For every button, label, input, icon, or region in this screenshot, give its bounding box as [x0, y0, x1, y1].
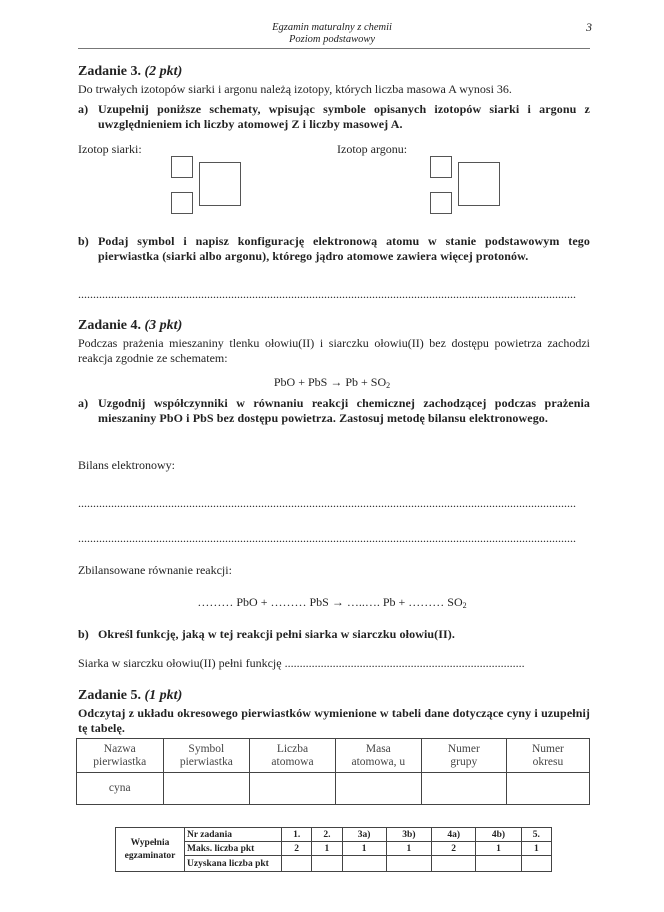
task5-title-main: Zadanie 5. — [78, 688, 142, 703]
task4-a-text: Uzgodnij współczynniki w równaniu reakcji chemicznej zachodzącej podczas prażenia mieszaniny PbO i PbS bez dostępu powietrza. Zastosuj metodę bilansu elektronowego. — [98, 396, 590, 425]
header-element-symbol: Symbol pierwiastka — [163, 739, 250, 773]
grading-max-4b: 1 — [476, 842, 521, 856]
header-atomic-mass: Masa atomowa, u — [335, 739, 421, 773]
grading-task-1: 1. — [282, 828, 312, 842]
electron-balance-label: Bilans elektronowy: — [78, 458, 175, 472]
tin-table-data-row — [77, 773, 590, 805]
argon-symbol-box[interactable] — [458, 162, 500, 206]
task3-b-label: b) — [78, 234, 89, 248]
grading-task-3a: 3a) — [342, 828, 386, 842]
task5-title — [78, 688, 182, 704]
reaction-scheme-text: PbO + PbS → Pb + SO — [273, 375, 387, 389]
grading-label-max-points: Maks. liczba pkt — [185, 842, 282, 856]
grading-task-3b: 3b) — [386, 828, 431, 842]
header-divider — [78, 48, 590, 49]
task4-b-text: Określ funkcję, jaką w tej reakcji pełni siarka w siarczku ołowiu(II). — [98, 627, 455, 641]
grading-task-2: 2. — [312, 828, 342, 842]
grading-earned-2[interactable] — [312, 856, 342, 872]
grading-earned-5[interactable] — [521, 856, 551, 872]
task4-b-answer-line[interactable]: Siarka w siarczku ołowiu(II) pełni funkcję ................................................................................ — [78, 656, 525, 670]
cell-element-name: cyna — [77, 773, 164, 805]
grading-max-4a: 2 — [432, 842, 476, 856]
argon-atomic-number-box[interactable] — [430, 192, 452, 214]
grading-table — [115, 827, 552, 872]
task4-intro: Podczas prażenia mieszaniny tlenku ołowiu(II) i siarczku ołowiu(II) bez dostępu powietrza zachodzi reakcja zgodnie ze schematem: — [78, 336, 590, 365]
task3-title-main: Zadanie 3. — [78, 64, 142, 79]
header-element-name: Nazwa pierwiastka — [77, 739, 164, 773]
reaction-scheme — [0, 375, 664, 394]
cell-period-number[interactable] — [506, 773, 589, 805]
task3-title-points: (2 pkt) — [144, 64, 183, 79]
header-atomic-number: Liczba atomowa — [250, 739, 336, 773]
grading-task-4b: 4b) — [476, 828, 521, 842]
grading-max-1: 2 — [282, 842, 312, 856]
task5-title-points: (1 pkt) — [144, 688, 183, 703]
page-header — [0, 22, 664, 46]
grading-row-task-numbers — [116, 828, 552, 842]
argon-isotope-label: Izotop argonu: — [337, 142, 408, 156]
reaction-scheme-subscript: 2 — [386, 381, 391, 390]
grading-earned-1[interactable] — [282, 856, 312, 872]
tin-table-header-row — [77, 739, 590, 773]
cell-element-symbol[interactable] — [163, 773, 250, 805]
balanced-equation[interactable] — [0, 595, 664, 614]
electron-balance-line-2[interactable]: ...................................................................................................................................................................... — [78, 531, 576, 545]
header-group-number: Numer grupy — [421, 739, 506, 773]
task3-b-text: Podaj symbol i napisz konfigurację elektronową atomu w stanie podstawowym tego pierwiastka (siarki albo argonu), którego jądro atomowe zawiera więcej protonów. — [98, 234, 590, 263]
grading-label-task-number: Nr zadania — [185, 828, 282, 842]
balanced-equation-subscript: 2 — [462, 601, 467, 610]
task4-title-points: (3 pkt) — [144, 318, 183, 333]
task4-b-label: b) — [78, 627, 89, 641]
electron-balance-line-1[interactable]: ...................................................................................................................................................................... — [78, 496, 576, 510]
task3-answer-line[interactable]: ...................................................................................................................................................................... — [78, 287, 576, 301]
task3-a-label: a) — [78, 102, 89, 116]
grading-earned-3a[interactable] — [342, 856, 386, 872]
grading-max-3a: 1 — [342, 842, 386, 856]
task3-a-text: Uzupełnij poniższe schematy, wpisując symbole opisanych izotopów siarki i argonu z uwzględnieniem ich liczby atomowej Z i liczby masowej A. — [98, 102, 590, 131]
sulfur-mass-number-box[interactable] — [171, 156, 193, 178]
grading-earned-3b[interactable] — [386, 856, 431, 872]
grading-task-4a: 4a) — [432, 828, 476, 842]
grading-label-earned-points: Uzyskana liczba pkt — [185, 856, 282, 872]
task3-title — [78, 64, 182, 80]
task4-title-main: Zadanie 4. — [78, 318, 142, 333]
sulfur-atomic-number-box[interactable] — [171, 192, 193, 214]
balanced-equation-label: Zbilansowane równanie reakcji: — [78, 563, 232, 577]
balanced-equation-text: ……… PbO + ……… PbS → …..…. Pb + ……… SO — [197, 595, 463, 609]
cell-atomic-mass[interactable] — [335, 773, 421, 805]
grading-task-5: 5. — [521, 828, 551, 842]
task4-a-label: a) — [78, 396, 89, 410]
task3-intro: Do trwałych izotopów siarki i argonu należą izotopy, których liczba masowa A wynosi 36. — [78, 82, 512, 96]
task4-title — [78, 318, 182, 334]
grading-max-5: 1 — [521, 842, 551, 856]
header-period-number: Numer okresu — [506, 739, 589, 773]
page-number: 3 — [586, 20, 592, 34]
task5-text: Odczytaj z układu okresowego pierwiastków wymienione w tabeli dane dotyczące cyny i uzupełnij tę tabelę. — [78, 706, 590, 735]
tin-data-table — [76, 738, 590, 805]
grading-side-label: Wypełnia egzaminator — [116, 828, 185, 872]
header-exam-title: Egzamin maturalny z chemii — [272, 22, 392, 33]
grading-max-2: 1 — [312, 842, 342, 856]
grading-earned-4a[interactable] — [432, 856, 476, 872]
cell-group-number[interactable] — [421, 773, 506, 805]
sulfur-symbol-box[interactable] — [199, 162, 241, 206]
grading-max-3b: 1 — [386, 842, 431, 856]
cell-atomic-number[interactable] — [250, 773, 336, 805]
header-level: Poziom podstawowy — [288, 34, 376, 45]
grading-earned-4b[interactable] — [476, 856, 521, 872]
argon-mass-number-box[interactable] — [430, 156, 452, 178]
sulfur-isotope-label: Izotop siarki: — [78, 142, 142, 156]
